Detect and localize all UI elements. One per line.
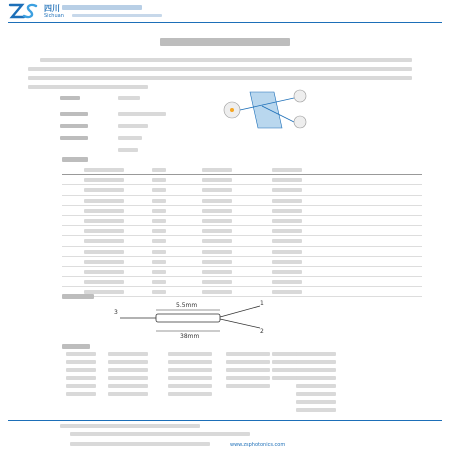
footer-website[interactable]: www.zsphotonics.com [230,442,286,448]
spec-row [62,206,422,216]
spec-row [62,277,422,287]
ordering-section-heading [62,344,90,349]
ordering-cell [108,368,148,372]
spec-cell [272,260,302,264]
spec-cell [84,260,124,264]
ordering-cell [296,368,336,372]
ordering-column [168,352,212,400]
spec-row [62,236,422,246]
spec-cell [272,280,302,284]
ordering-cell [168,352,212,356]
spec-cell [202,260,232,264]
ordering-cell [296,408,336,412]
spec-cell [152,260,166,264]
spec-cell [84,219,124,223]
spec-cell [272,178,302,182]
ordering-cell [296,360,336,364]
dimension-diagram [110,298,280,338]
spec-row [62,175,422,185]
ordering-cell [66,360,96,364]
spec-header-row [62,165,422,175]
spec-cell [272,168,302,172]
spec-cell [152,290,166,294]
ordering-cell [226,352,270,356]
ordering-cell [66,368,96,372]
ordering-cell [296,376,336,380]
dim-length-label: 38mm [180,333,200,338]
spec-cell [202,250,232,254]
spec-row [62,196,422,206]
spec-cell [272,199,302,203]
spec-row [62,226,422,236]
spec-cell [202,280,232,284]
ordering-cell [108,352,148,356]
company-name-en: Sichuan [44,13,64,19]
spec-table [62,165,422,297]
spec-cell [272,219,302,223]
spec-cell [202,178,232,182]
spec-cell [152,270,166,274]
spec-cell [202,239,232,243]
dimension-section-heading [62,294,94,299]
spec-row [62,257,422,267]
spec-cell [272,188,302,192]
ordering-cell [226,384,270,388]
ordering-cell [226,360,270,364]
port-left-label: 3 [114,309,118,316]
port-right-bottom-label: 2 [260,328,264,335]
spec-cell [152,199,166,203]
spec-cell [84,239,124,243]
spec-cell [84,209,124,213]
page-header [0,0,450,22]
ordering-column [296,352,336,416]
port-right-top-label: 1 [260,300,264,307]
ordering-column [226,352,270,392]
ordering-cell [168,392,212,396]
spec-cell [202,168,232,172]
ordering-column [108,352,148,400]
ordering-cell [108,392,148,396]
ordering-cell [296,392,336,396]
header-rule [8,22,442,23]
ordering-cell [226,376,270,380]
spec-row [62,267,422,277]
ordering-cell [296,400,336,404]
spec-cell [84,168,124,172]
ordering-cell [108,360,148,364]
ordering-cell [66,392,96,396]
spec-cell [84,270,124,274]
ordering-cell [108,384,148,388]
company-logo [8,2,40,20]
spec-section-heading [62,157,88,162]
ordering-cell [226,368,270,372]
spec-row [62,185,422,195]
spec-cell [152,178,166,182]
ordering-cell [296,352,336,356]
ordering-cell [108,376,148,380]
spec-cell [84,250,124,254]
ordering-cell [168,368,212,372]
ordering-cell [168,384,212,388]
spec-cell [202,199,232,203]
spec-cell [272,290,302,294]
spec-cell [272,239,302,243]
spec-cell [272,209,302,213]
spec-cell [152,239,166,243]
spec-cell [202,270,232,274]
spec-cell [152,188,166,192]
ordering-cell [168,360,212,364]
principle-illustration [222,86,312,134]
company-name-cn: 四川 [44,4,60,13]
spec-cell [202,229,232,233]
ordering-cell [168,376,212,380]
spec-cell [152,209,166,213]
ordering-cell [66,376,96,380]
spec-row [62,287,422,297]
spec-row [62,247,422,257]
spec-cell [202,188,232,192]
ordering-cell [296,384,336,388]
dim-inner-label: 5.5mm [176,302,198,309]
spec-cell [152,168,166,172]
ordering-cell [66,384,96,388]
spec-cell [84,188,124,192]
spec-cell [152,229,166,233]
spec-cell [202,209,232,213]
spec-cell [152,250,166,254]
spec-cell [272,270,302,274]
spec-cell [152,219,166,223]
spec-row [62,216,422,226]
spec-cell [84,178,124,182]
spec-cell [202,290,232,294]
ordering-column [66,352,96,400]
spec-cell [272,250,302,254]
spec-cell [152,280,166,284]
footer-rule [8,420,442,421]
ordering-cell [66,352,96,356]
spec-cell [272,229,302,233]
spec-cell [84,280,124,284]
spec-cell [84,199,124,203]
spec-cell [84,229,124,233]
document-title [160,38,290,46]
spec-cell [202,219,232,223]
